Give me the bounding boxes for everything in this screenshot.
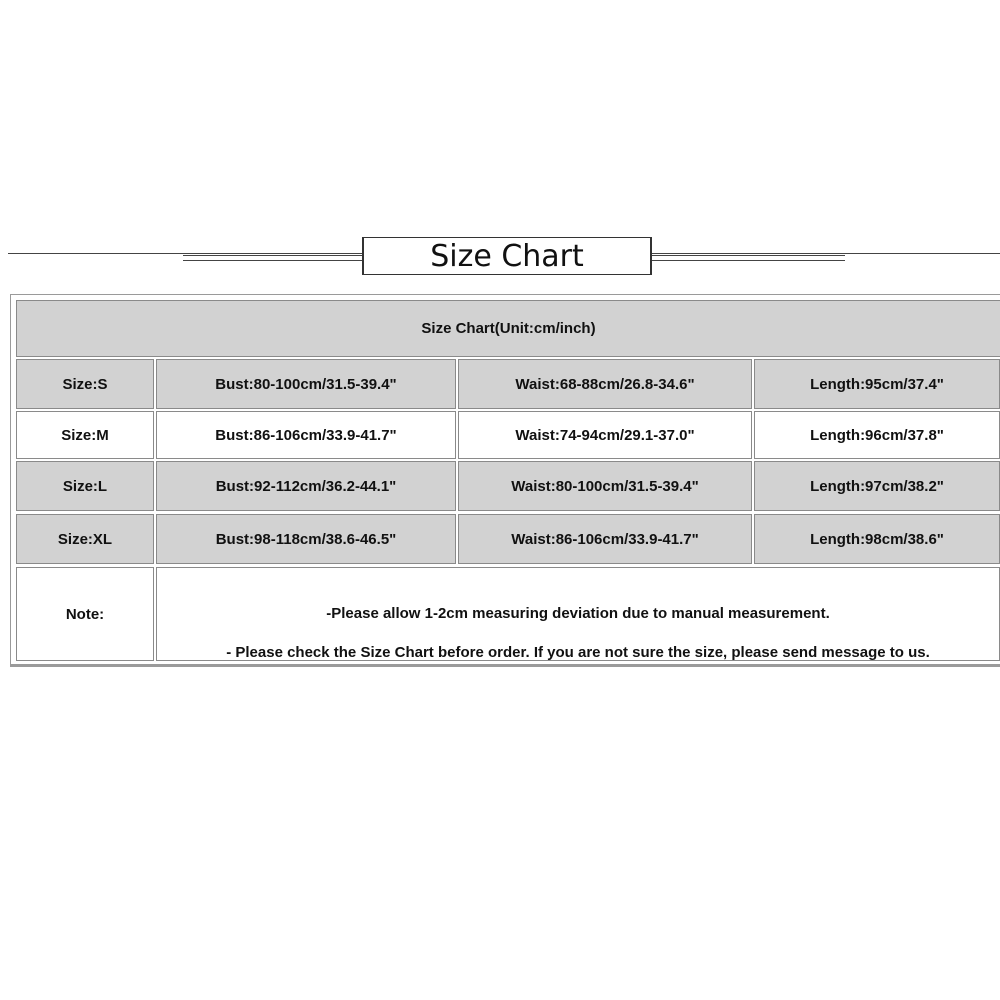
page-title-text: Size Chart <box>430 238 584 274</box>
table-header <box>16 300 1000 357</box>
table-row-size: Size:S <box>16 359 154 409</box>
header-rule-left-lower <box>183 260 363 261</box>
table-row-waist: Waist:80-100cm/31.5-39.4" <box>458 461 752 511</box>
table-row-length: Length:96cm/37.8" <box>754 411 1000 459</box>
table-row-bust: Bust:86-106cm/33.9-41.7" <box>156 411 456 459</box>
note-line: - Please check the Size Chart before order. If you are not sure the size, please send message to us. <box>226 644 930 661</box>
page-title <box>362 237 652 275</box>
table-row-length: Length:95cm/37.4" <box>754 359 1000 409</box>
table-row-size: Size:M <box>16 411 154 459</box>
header-rule-left-upper <box>183 255 363 256</box>
note-content <box>156 567 1000 661</box>
header-rule-right-upper <box>652 255 845 256</box>
note-line: -Please allow 1-2cm measuring deviation due to manual measurement. <box>326 605 830 622</box>
table-row-length: Length:98cm/38.6" <box>754 514 1000 564</box>
table-header-text: Size Chart(Unit:cm/inch) <box>421 320 596 337</box>
table-row-bust: Bust:92-112cm/36.2-44.1" <box>156 461 456 511</box>
note-label: Note: <box>16 567 154 661</box>
table-row-bust: Bust:80-100cm/31.5-39.4" <box>156 359 456 409</box>
size-chart-table <box>10 294 1000 667</box>
header-rule-right-lower <box>652 260 845 261</box>
table-row-size: Size:L <box>16 461 154 511</box>
table-row-bust: Bust:98-118cm/38.6-46.5" <box>156 514 456 564</box>
table-row-waist: Waist:68-88cm/26.8-34.6" <box>458 359 752 409</box>
table-row-size: Size:XL <box>16 514 154 564</box>
table-row-waist: Waist:74-94cm/29.1-37.0" <box>458 411 752 459</box>
table-row-waist: Waist:86-106cm/33.9-41.7" <box>458 514 752 564</box>
table-row-length: Length:97cm/38.2" <box>754 461 1000 511</box>
